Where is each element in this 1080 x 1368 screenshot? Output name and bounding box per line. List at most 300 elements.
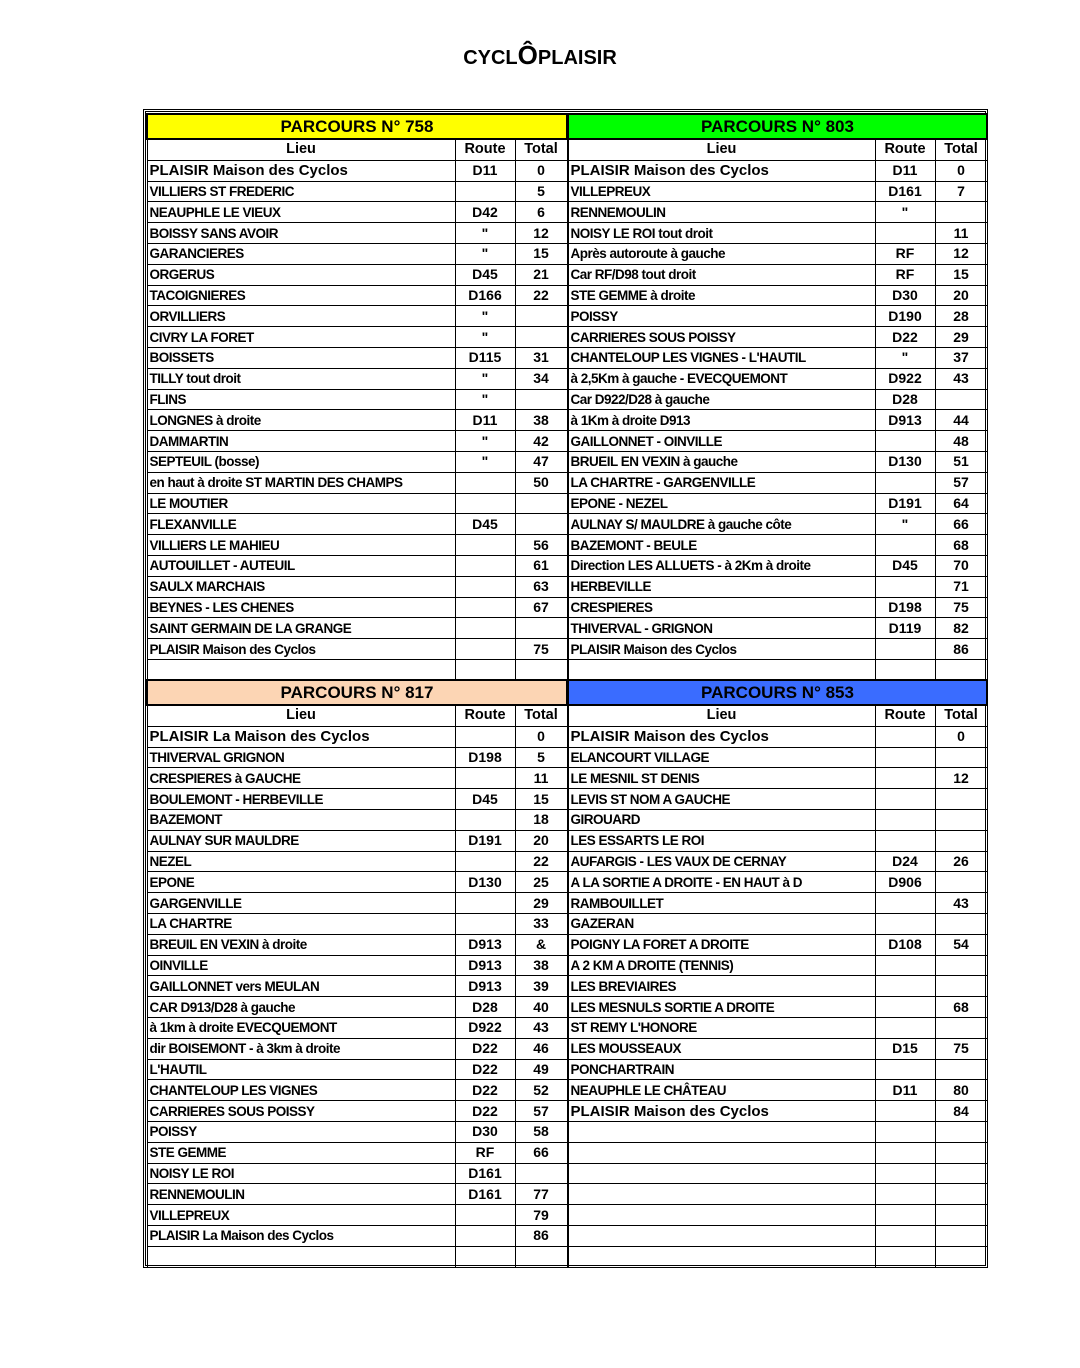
cell-route: " — [875, 347, 935, 368]
column-header-route: Route — [875, 139, 935, 160]
cell-total: 7 — [935, 181, 987, 202]
cell-route: D161 — [455, 1184, 515, 1205]
table-row — [568, 639, 987, 660]
cell-total — [935, 202, 987, 223]
cell-lieu: POIGNY LA FORET A DROITE — [568, 934, 875, 955]
cell-lieu: BEYNES - LES CHENES — [147, 597, 455, 618]
title-prefix: CYCL — [463, 47, 518, 69]
cell-total — [935, 789, 987, 810]
cell-total: 37 — [935, 347, 987, 368]
cell-total: 77 — [515, 1184, 567, 1205]
cell-total: 29 — [515, 893, 567, 914]
cell-lieu: VILLIERS ST FREDERIC — [147, 181, 455, 202]
cell-lieu: Après autoroute à gauche — [568, 243, 875, 264]
cell-total — [935, 1142, 987, 1163]
cell-route: D190 — [875, 306, 935, 327]
cell-route — [875, 726, 935, 747]
cell-lieu: BRUEIL EN VEXIN à gauche — [568, 451, 875, 472]
table-row — [147, 1038, 567, 1059]
column-header-total: Total — [515, 705, 567, 726]
cell-route: D30 — [455, 1121, 515, 1142]
table-row — [568, 576, 987, 597]
column-header-lieu: Lieu — [147, 139, 455, 160]
cell-route — [875, 955, 935, 976]
cell-total: 50 — [515, 472, 567, 493]
cell-lieu: EPONE - NEZEL — [568, 493, 875, 514]
table-row — [147, 789, 567, 810]
cell-total: 70 — [935, 555, 987, 576]
table-row — [568, 555, 987, 576]
cell-lieu: NOISY LE ROI tout droit — [568, 223, 875, 244]
parcours-table — [567, 679, 988, 1268]
table-row — [147, 726, 567, 747]
table-row — [147, 1080, 567, 1101]
cell-lieu: à 1Km à droite D913 — [568, 410, 875, 431]
cell-total: 0 — [935, 160, 987, 181]
table-row — [147, 747, 567, 768]
cell-total — [935, 1059, 987, 1080]
cell-route — [875, 768, 935, 789]
table-row — [568, 659, 987, 680]
cell-route — [875, 976, 935, 997]
cell-total — [935, 976, 987, 997]
cell-route — [875, 1059, 935, 1080]
cell-total — [935, 955, 987, 976]
cell-lieu: PLAISIR Maison des Cyclos — [147, 160, 455, 181]
cell-lieu: AULNAY SUR MAULDRE — [147, 830, 455, 851]
parcours-817-panel — [146, 679, 566, 1268]
table-row — [147, 410, 567, 431]
table-row — [147, 181, 567, 202]
table-row — [568, 264, 987, 285]
table-row — [147, 160, 567, 181]
cell-total: 47 — [515, 451, 567, 472]
cell-total — [515, 514, 567, 535]
table-row — [147, 493, 567, 514]
cell-lieu: CRESPIERES — [568, 597, 875, 618]
cell-route — [455, 597, 515, 618]
cell-total: 75 — [515, 639, 567, 660]
parcours-853-panel — [567, 679, 986, 1268]
cell-total — [935, 1205, 987, 1226]
table-row — [568, 872, 987, 893]
cell-route: D913 — [455, 955, 515, 976]
cell-total — [935, 1225, 987, 1246]
cell-lieu: NEAUPHLE LE VIEUX — [147, 202, 455, 223]
cell-lieu: DAMMARTIN — [147, 431, 455, 452]
cell-route: RF — [875, 264, 935, 285]
cell-route: D42 — [455, 202, 515, 223]
cell-lieu: GIROUARD — [568, 809, 875, 830]
cell-lieu: AUFARGIS - LES VAUX DE CERNAY — [568, 851, 875, 872]
cell-route — [455, 493, 515, 514]
cell-total — [935, 809, 987, 830]
cell-lieu: BAZEMONT - BEULE — [568, 535, 875, 556]
cell-route: D130 — [455, 872, 515, 893]
cell-route — [455, 768, 515, 789]
cell-route — [875, 1121, 935, 1142]
cell-lieu: LE MOUTIER — [147, 493, 455, 514]
cell-lieu: OINVILLE — [147, 955, 455, 976]
cell-lieu: SAULX MARCHAIS — [147, 576, 455, 597]
cell-lieu: LES MESNULS SORTIE A DROITE — [568, 997, 875, 1018]
parcours-title: PARCOURS N° 758 — [147, 114, 567, 139]
cell-route: D913 — [875, 410, 935, 431]
cell-route: D28 — [455, 997, 515, 1018]
cell-lieu: AULNAY S/ MAULDRE à gauche côte — [568, 514, 875, 535]
table-row — [147, 1246, 567, 1267]
parcours-table — [146, 113, 568, 681]
cell-total: 66 — [935, 514, 987, 535]
table-row — [147, 1225, 567, 1246]
cell-lieu: NEZEL — [147, 851, 455, 872]
table-row — [568, 1184, 987, 1205]
table-row — [568, 202, 987, 223]
cell-lieu: CARRIERES SOUS POISSY — [147, 1101, 455, 1122]
cell-lieu: CRESPIERES à GAUCHE — [147, 768, 455, 789]
cell-lieu: LONGNES à droite — [147, 410, 455, 431]
cell-route — [875, 535, 935, 556]
cell-lieu: Car D922/D28 à gauche — [568, 389, 875, 410]
cell-lieu — [568, 659, 875, 680]
table-row — [568, 368, 987, 389]
cell-lieu: AUTOUILLET - AUTEUIL — [147, 555, 455, 576]
cell-lieu: CIVRY LA FORET — [147, 327, 455, 348]
cell-total: 82 — [935, 618, 987, 639]
cell-total: 75 — [935, 597, 987, 618]
table-row — [568, 1205, 987, 1226]
table-row — [147, 1017, 567, 1038]
cell-lieu: PONCHARTRAIN — [568, 1059, 875, 1080]
cell-lieu — [568, 1205, 875, 1226]
table-row — [568, 285, 987, 306]
column-header-lieu: Lieu — [568, 705, 875, 726]
cell-route — [875, 1205, 935, 1226]
cell-total: 68 — [935, 535, 987, 556]
cell-lieu: PLAISIR Maison des Cyclos — [147, 639, 455, 660]
table-row — [147, 1184, 567, 1205]
cell-route: D15 — [875, 1038, 935, 1059]
cell-lieu: STE GEMME — [147, 1142, 455, 1163]
cell-route — [875, 1184, 935, 1205]
cell-lieu: LE MESNIL ST DENIS — [568, 768, 875, 789]
cell-lieu: EPONE — [147, 872, 455, 893]
cell-total: 5 — [515, 181, 567, 202]
page-title — [0, 40, 1080, 71]
cell-total — [515, 618, 567, 639]
title-suffix: PLAISIR — [537, 47, 617, 69]
cell-lieu: ELANCOURT VILLAGE — [568, 747, 875, 768]
cell-lieu: CHANTELOUP LES VIGNES - L'HAUTIL — [568, 347, 875, 368]
cell-route — [455, 618, 515, 639]
cell-route: D108 — [875, 934, 935, 955]
cell-route: " — [875, 202, 935, 223]
cell-total: 22 — [515, 851, 567, 872]
cell-total: 5 — [515, 747, 567, 768]
cell-total: 34 — [515, 368, 567, 389]
table-row — [568, 493, 987, 514]
cell-route: D22 — [455, 1038, 515, 1059]
table-row — [147, 1205, 567, 1226]
parcours-803-panel — [567, 113, 986, 681]
table-row — [568, 306, 987, 327]
table-row — [568, 768, 987, 789]
cell-lieu — [568, 1121, 875, 1142]
table-row — [147, 872, 567, 893]
table-row — [568, 997, 987, 1018]
column-header-route: Route — [455, 139, 515, 160]
table-row — [147, 306, 567, 327]
cell-route — [875, 223, 935, 244]
cell-total: 57 — [935, 472, 987, 493]
cell-total — [935, 389, 987, 410]
table-row — [568, 830, 987, 851]
cell-total: 25 — [515, 872, 567, 893]
cell-total — [515, 327, 567, 348]
cell-route: D11 — [875, 1080, 935, 1101]
table-row — [568, 955, 987, 976]
table-row — [568, 451, 987, 472]
cell-total — [935, 747, 987, 768]
cell-total: 26 — [935, 851, 987, 872]
cell-route — [455, 472, 515, 493]
table-row — [147, 431, 567, 452]
table-row — [568, 472, 987, 493]
column-header-route: Route — [875, 705, 935, 726]
cell-total: 75 — [935, 1038, 987, 1059]
cell-route — [875, 431, 935, 452]
cell-lieu: LA CHARTRE — [147, 913, 455, 934]
cell-total: 20 — [515, 830, 567, 851]
cell-route: D913 — [455, 934, 515, 955]
column-header-total: Total — [935, 705, 987, 726]
cell-lieu: BOISSY SANS AVOIR — [147, 223, 455, 244]
cell-route: D22 — [875, 327, 935, 348]
cell-lieu — [568, 1163, 875, 1184]
cell-lieu: VILLIERS LE MAHIEU — [147, 535, 455, 556]
cell-route — [875, 913, 935, 934]
cell-lieu: ORGERUS — [147, 264, 455, 285]
cell-total: 15 — [935, 264, 987, 285]
cell-route: D198 — [875, 597, 935, 618]
cell-route — [875, 789, 935, 810]
cell-total: 52 — [515, 1080, 567, 1101]
cell-total: 28 — [935, 306, 987, 327]
cell-lieu: CHANTELOUP LES VIGNES — [147, 1080, 455, 1101]
cell-route: D922 — [455, 1017, 515, 1038]
cell-route — [875, 472, 935, 493]
table-row — [568, 934, 987, 955]
table-row — [568, 431, 987, 452]
table-row — [147, 202, 567, 223]
cell-route — [875, 830, 935, 851]
cell-total: 43 — [935, 368, 987, 389]
column-header-route: Route — [455, 705, 515, 726]
table-row — [147, 327, 567, 348]
cell-route — [875, 1225, 935, 1246]
cell-route — [875, 639, 935, 660]
cell-total: 38 — [515, 955, 567, 976]
cell-total — [515, 493, 567, 514]
cell-route — [455, 726, 515, 747]
cell-route: RF — [455, 1142, 515, 1163]
cell-lieu: BOULEMONT - HERBEVILLE — [147, 789, 455, 810]
cell-lieu: ORVILLIERS — [147, 306, 455, 327]
cell-lieu — [147, 659, 455, 680]
cell-route: D191 — [875, 493, 935, 514]
cell-total: 0 — [515, 160, 567, 181]
table-row — [568, 514, 987, 535]
cell-total: 80 — [935, 1080, 987, 1101]
cell-lieu: PLAISIR Maison des Cyclos — [568, 160, 875, 181]
cell-route — [455, 181, 515, 202]
cell-total: & — [515, 934, 567, 955]
cell-total: 12 — [515, 223, 567, 244]
cell-total: 43 — [515, 1017, 567, 1038]
cell-total: 11 — [935, 223, 987, 244]
cell-total: 12 — [935, 768, 987, 789]
table-row — [147, 535, 567, 556]
table-row — [147, 597, 567, 618]
cell-route: " — [455, 243, 515, 264]
cell-route — [455, 809, 515, 830]
cell-total: 84 — [935, 1101, 987, 1122]
table-row — [147, 809, 567, 830]
cell-lieu: Direction LES ALLUETS - à 2Km à droite — [568, 555, 875, 576]
cell-lieu — [147, 1246, 455, 1267]
cell-route: D115 — [455, 347, 515, 368]
cell-total: 64 — [935, 493, 987, 514]
cell-total: 48 — [935, 431, 987, 452]
cell-route: D24 — [875, 851, 935, 872]
cell-total: 39 — [515, 976, 567, 997]
cell-lieu: PLAISIR Maison des Cyclos — [568, 639, 875, 660]
table-row — [568, 160, 987, 181]
cell-route: D11 — [455, 410, 515, 431]
cell-total: 61 — [515, 555, 567, 576]
cell-total: 49 — [515, 1059, 567, 1080]
cell-lieu: PLAISIR Maison des Cyclos — [568, 726, 875, 747]
cell-route: D922 — [875, 368, 935, 389]
cell-total: 54 — [935, 934, 987, 955]
cell-lieu: THIVERVAL GRIGNON — [147, 747, 455, 768]
cell-lieu: FLEXANVILLE — [147, 514, 455, 535]
cell-lieu — [568, 1142, 875, 1163]
table-row — [147, 514, 567, 535]
cell-total: 56 — [515, 535, 567, 556]
cell-lieu — [568, 1184, 875, 1205]
cell-route: " — [455, 327, 515, 348]
cell-lieu: à 1km à droite EVECQUEMONT — [147, 1017, 455, 1038]
cell-total: 29 — [935, 327, 987, 348]
cell-lieu: POISSY — [147, 1121, 455, 1142]
cell-lieu: LA CHARTRE - GARGENVILLE — [568, 472, 875, 493]
cell-total: 68 — [935, 997, 987, 1018]
cell-route — [875, 1246, 935, 1267]
table-row — [568, 809, 987, 830]
cell-lieu: PLAISIR La Maison des Cyclos — [147, 1225, 455, 1246]
table-row — [568, 618, 987, 639]
cell-lieu: RENNEMOULIN — [568, 202, 875, 223]
cell-total: 51 — [935, 451, 987, 472]
cell-total: 46 — [515, 1038, 567, 1059]
cell-route: D30 — [875, 285, 935, 306]
cell-total: 67 — [515, 597, 567, 618]
cell-total: 20 — [935, 285, 987, 306]
cell-route: " — [455, 306, 515, 327]
cell-total: 18 — [515, 809, 567, 830]
cell-route — [455, 1205, 515, 1226]
cell-route: RF — [875, 243, 935, 264]
cell-lieu: NOISY LE ROI — [147, 1163, 455, 1184]
cell-lieu: BOISSETS — [147, 347, 455, 368]
cell-total — [515, 1246, 567, 1267]
cell-lieu: RENNEMOULIN — [147, 1184, 455, 1205]
cell-route — [875, 809, 935, 830]
cell-route — [455, 639, 515, 660]
cell-route — [455, 555, 515, 576]
table-row — [568, 1038, 987, 1059]
cell-lieu: THIVERVAL - GRIGNON — [568, 618, 875, 639]
cell-total: 11 — [515, 768, 567, 789]
cell-lieu — [568, 1246, 875, 1267]
cell-total — [935, 872, 987, 893]
cell-total: 58 — [515, 1121, 567, 1142]
table-row — [147, 264, 567, 285]
cell-lieu: SEPTEUIL (bosse) — [147, 451, 455, 472]
cell-total: 21 — [515, 264, 567, 285]
title-accent: Ô — [517, 40, 538, 70]
cell-route: D913 — [455, 976, 515, 997]
cell-total — [515, 659, 567, 680]
cell-lieu: BAZEMONT — [147, 809, 455, 830]
cell-route: D11 — [875, 160, 935, 181]
cell-route: D22 — [455, 1101, 515, 1122]
table-row — [147, 830, 567, 851]
table-row — [147, 389, 567, 410]
table-row — [147, 347, 567, 368]
table-row — [147, 1101, 567, 1122]
cell-lieu: en haut à droite ST MARTIN DES CHAMPS — [147, 472, 455, 493]
cell-route: D45 — [455, 264, 515, 285]
cell-lieu: TACOIGNIERES — [147, 285, 455, 306]
cell-route — [455, 1225, 515, 1246]
cell-lieu: LEVIS ST NOM A GAUCHE — [568, 789, 875, 810]
cell-lieu: A LA SORTIE A DROITE - EN HAUT à D — [568, 872, 875, 893]
cell-total: 86 — [515, 1225, 567, 1246]
cell-route — [455, 576, 515, 597]
cell-route: D45 — [455, 789, 515, 810]
cell-route — [875, 1163, 935, 1184]
cell-route: D11 — [455, 160, 515, 181]
table-row — [568, 747, 987, 768]
table-row — [147, 997, 567, 1018]
cell-lieu: à 2,5Km à gauche - EVECQUEMONT — [568, 368, 875, 389]
table-row — [147, 1121, 567, 1142]
cell-route: D161 — [455, 1163, 515, 1184]
table-row — [568, 1163, 987, 1184]
cell-route: D191 — [455, 830, 515, 851]
cell-total — [515, 306, 567, 327]
cell-route: D130 — [875, 451, 935, 472]
table-row — [147, 913, 567, 934]
table-row — [568, 893, 987, 914]
cell-route — [875, 659, 935, 680]
table-row — [147, 639, 567, 660]
cell-total: 6 — [515, 202, 567, 223]
cell-lieu: TILLY tout droit — [147, 368, 455, 389]
table-row — [568, 410, 987, 431]
